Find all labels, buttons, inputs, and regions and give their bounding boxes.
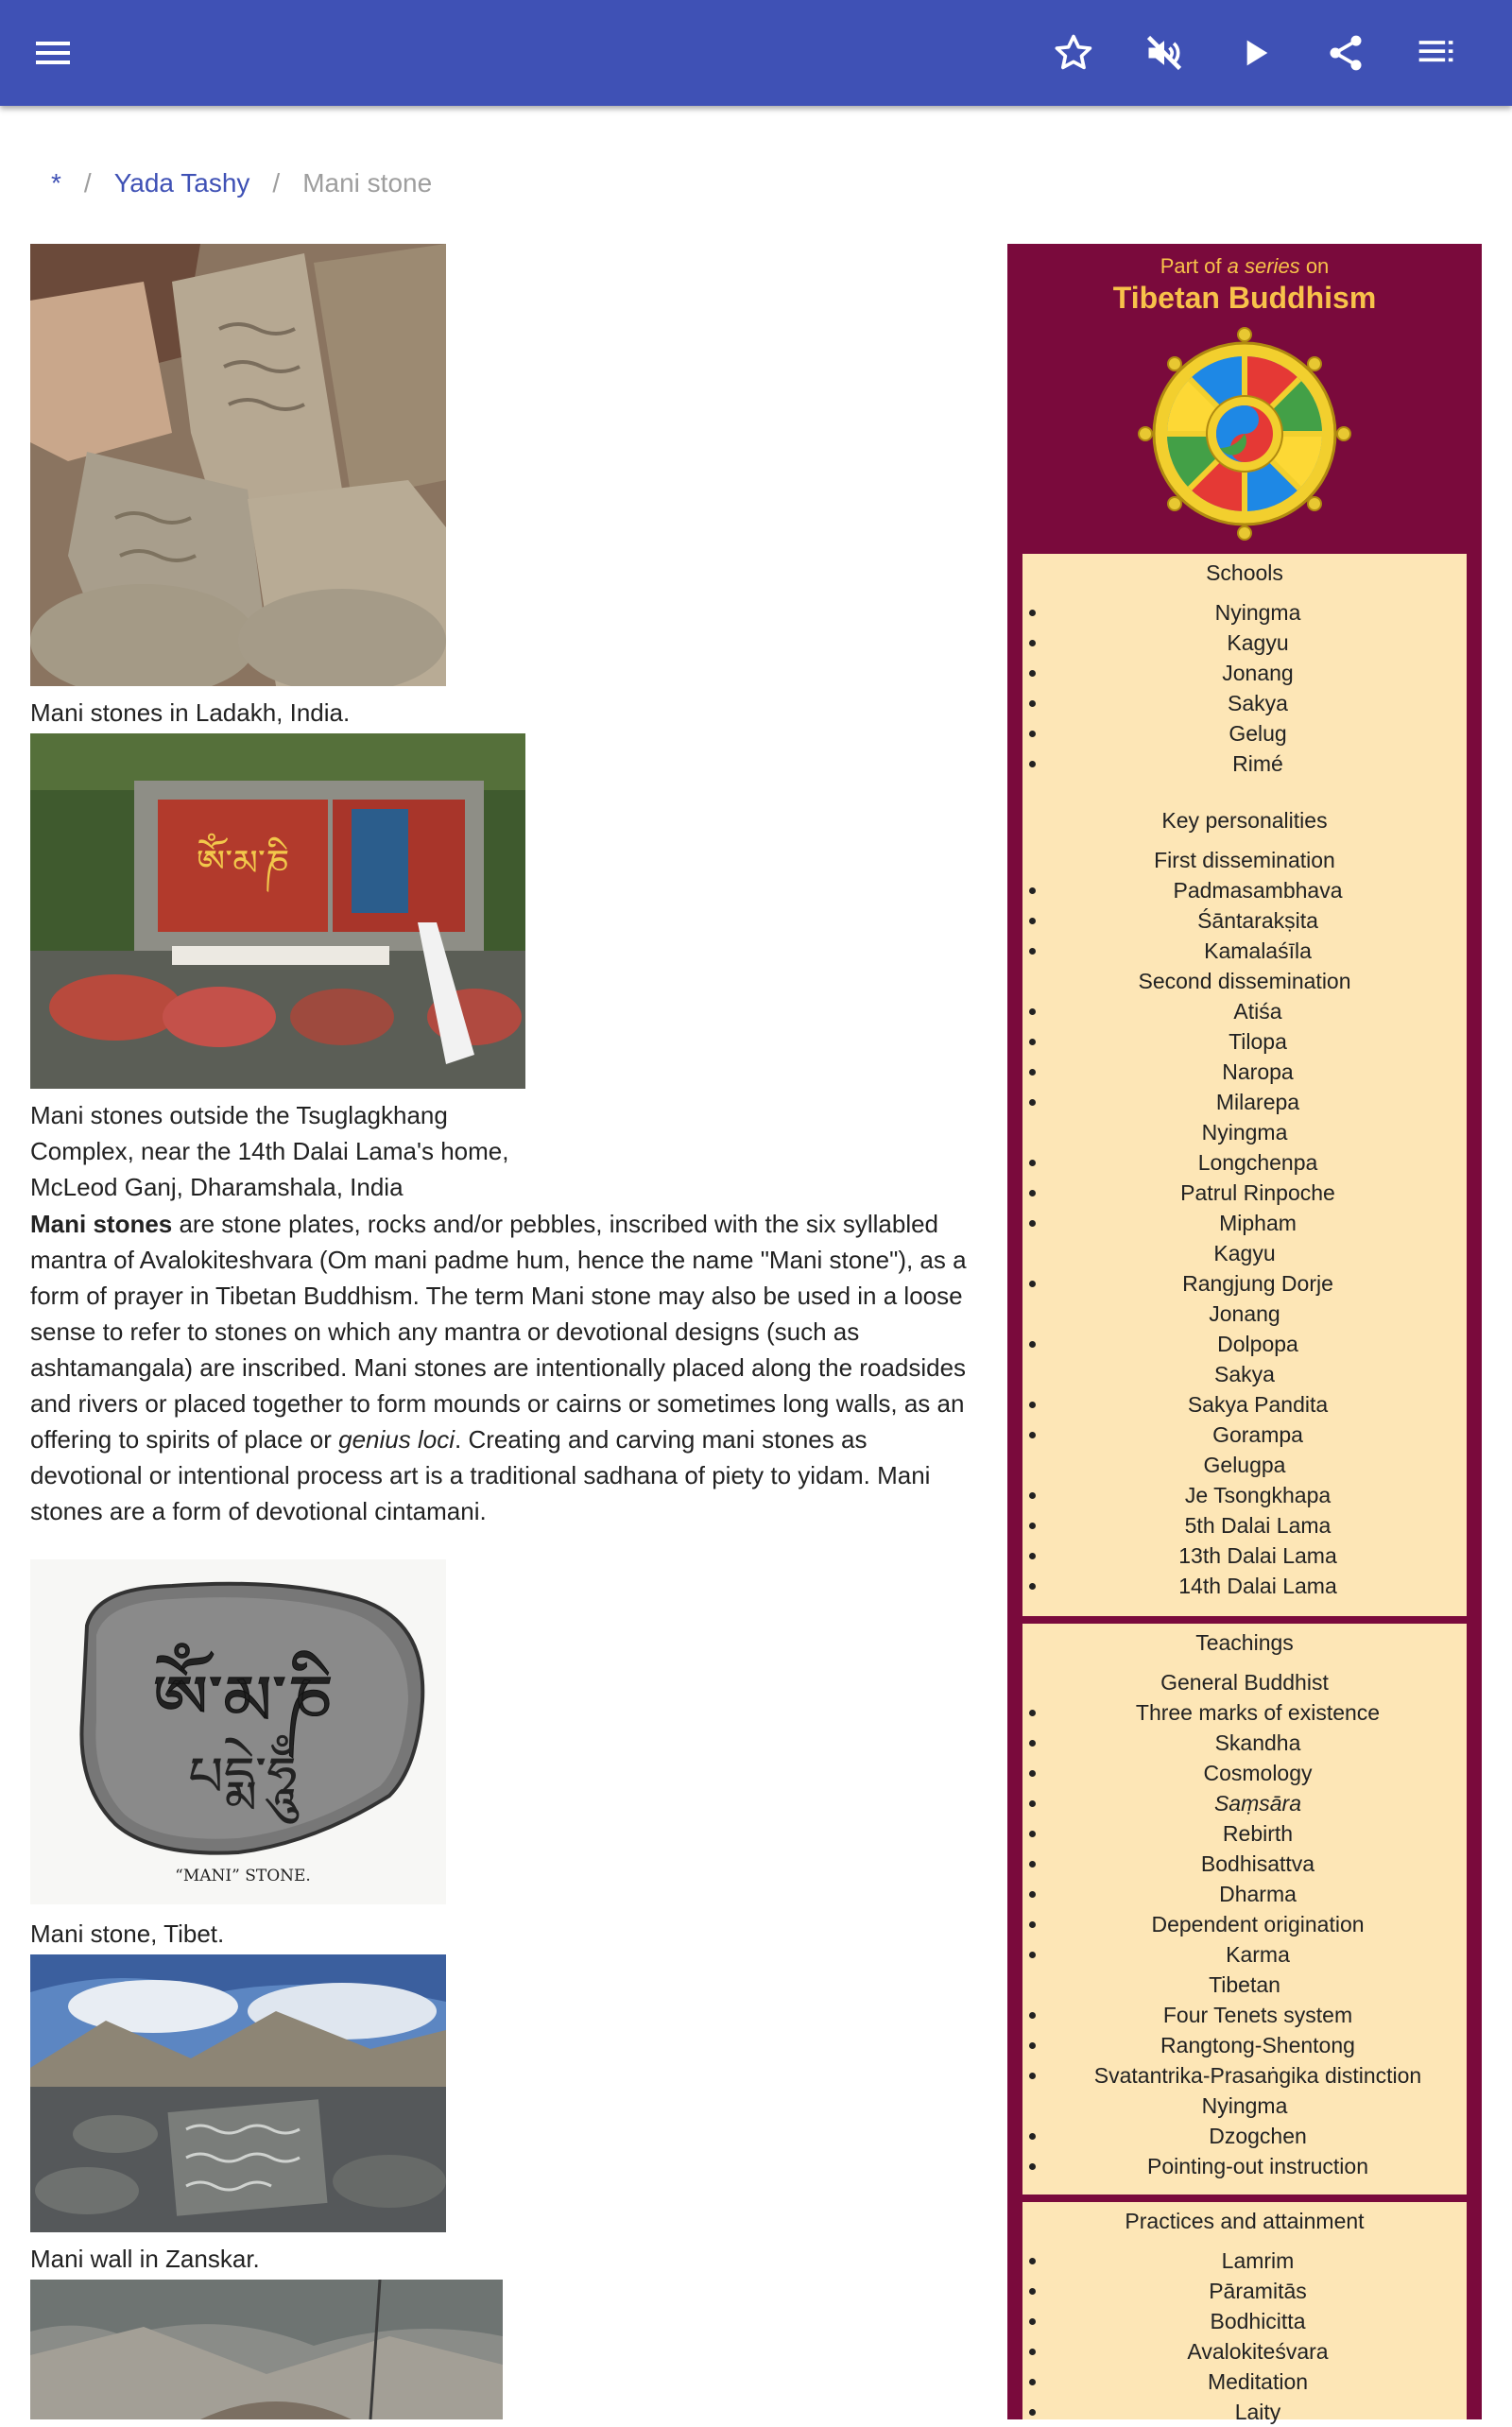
image-label: “MANI” STONE. bbox=[175, 1867, 311, 1885]
list-item[interactable]: • Karma bbox=[1049, 1939, 1467, 1970]
caption-ladakh: Mani stones in Ladakh, India. bbox=[30, 698, 351, 727]
personalities-list bbox=[1022, 1480, 1467, 1601]
playlist-icon[interactable] bbox=[1410, 26, 1463, 79]
list-item[interactable]: • Avalokiteśvara bbox=[1049, 2336, 1467, 2367]
photo-mani-wall-zanskar bbox=[30, 1954, 446, 2232]
svg-text:པདྨེ་ཧཱུྃ: པདྨེ་ཧཱུྃ bbox=[188, 1745, 298, 1809]
dharma-wheel-icon bbox=[1136, 325, 1353, 542]
caption-tsuglagkhang bbox=[30, 1097, 508, 1205]
list-item[interactable]: • Nyingma bbox=[1049, 597, 1467, 628]
sidebar-header bbox=[1007, 244, 1482, 316]
list-item[interactable]: • Gorampa bbox=[1049, 1420, 1467, 1450]
caption-line: Complex, near the 14th Dalai Lama's home, bbox=[30, 1137, 509, 1165]
list-item[interactable]: • Dharma bbox=[1049, 1879, 1467, 1909]
list-item[interactable]: • Jonang bbox=[1049, 658, 1467, 688]
caption-zanskar: Mani wall in Zanskar. bbox=[30, 2245, 260, 2273]
teachings-list bbox=[1022, 2121, 1467, 2181]
schools-list bbox=[1022, 597, 1467, 779]
list-item[interactable]: • Gelug bbox=[1049, 718, 1467, 749]
list-item[interactable]: • Rangjung Dorje bbox=[1049, 1268, 1467, 1299]
caption-line: McLeod Ganj, Dharamshala, India bbox=[30, 1173, 404, 1201]
list-item[interactable]: • Longchenpa bbox=[1049, 1147, 1467, 1178]
group-heading[interactable]: Sakya bbox=[1214, 1362, 1275, 1386]
personalities-header: Key personalities bbox=[1161, 808, 1328, 833]
personalities-list bbox=[1022, 1147, 1467, 1238]
teachings-list bbox=[1022, 1697, 1467, 1970]
list-item[interactable]: • Meditation bbox=[1049, 2367, 1467, 2397]
share-icon[interactable] bbox=[1319, 26, 1372, 79]
list-item[interactable]: • Sakya Pandita bbox=[1049, 1389, 1467, 1420]
figure-tsuglagkhang bbox=[30, 733, 525, 1089]
figure-mani-stones-ladakh bbox=[30, 244, 446, 686]
article-italic: genius loci bbox=[338, 1425, 455, 1454]
figure-mani-wall-zanskar bbox=[30, 1954, 446, 2232]
list-item[interactable]: • Rebirth bbox=[1049, 1818, 1467, 1849]
list-item[interactable]: • Svatantrika-Prasaṅgika distinction bbox=[1049, 2060, 1467, 2091]
article-text: . Creating and carving mani stones as devotional or intentional process art is a traditional sadhana of piety to yidam. Mani stones are a form of devotional cintamani. bbox=[30, 1425, 931, 1525]
photo-mani-stones-tsuglagkhang bbox=[30, 733, 525, 1089]
breadcrumb-current: Mani stone bbox=[302, 168, 433, 198]
list-item[interactable]: • Milarepa bbox=[1049, 1087, 1467, 1117]
bold-term: Mani stones bbox=[30, 1210, 173, 1238]
svg-text:ཨོཾ་མ་ཎི: ཨོཾ་མ་ཎི bbox=[196, 842, 290, 884]
list-item[interactable]: • Kagyu bbox=[1049, 628, 1467, 658]
group-heading: Tibetan bbox=[1209, 1972, 1280, 1997]
personalities-list bbox=[1022, 1389, 1467, 1450]
list-item[interactable]: • Laity bbox=[1049, 2397, 1467, 2427]
practices-header: Practices and attainment bbox=[1125, 2209, 1365, 2233]
teachings-box bbox=[1022, 1624, 1467, 2195]
personalities-list bbox=[1022, 875, 1467, 966]
group-heading[interactable]: Kagyu bbox=[1213, 1241, 1276, 1265]
series-link[interactable]: a series bbox=[1227, 254, 1300, 278]
list-item[interactable]: • Atiśa bbox=[1049, 996, 1467, 1026]
list-item[interactable]: • Three marks of existence bbox=[1049, 1697, 1467, 1728]
list-item[interactable]: • Skandha bbox=[1049, 1728, 1467, 1758]
list-item[interactable]: • Padmasambhava bbox=[1049, 875, 1467, 905]
list-item[interactable]: • Naropa bbox=[1049, 1057, 1467, 1087]
figure-partial bbox=[30, 2280, 503, 2419]
caption-tibet: Mani stone, Tibet. bbox=[30, 1919, 225, 1948]
figure-mani-stone-tibet bbox=[30, 1559, 446, 1904]
series-line bbox=[1007, 253, 1482, 280]
list-item[interactable]: • Saṃsāra bbox=[1049, 1788, 1467, 1818]
group-heading[interactable]: Jonang bbox=[1209, 1301, 1280, 1326]
article-text: are stone plates, rocks and/or pebbles, inscribed with the six syllabled mantra of Avalokiteshvara (Om mani padme hum, hence the name "Mani stone"), as a form of prayer in Tibetan Buddhism. The term Mani stone may also be used in a loose sense to refer to stones on which any mantra or devotional designs (such as ashtamangala) are inscribed. Mani stones are intentionally placed along the roadsides and rivers or placed together to form mounds or cairns or sometimes long walls, as an offering to spirits of place or bbox=[30, 1210, 967, 1454]
list-item[interactable]: • Kamalaśīla bbox=[1049, 936, 1467, 966]
app-bar bbox=[0, 0, 1512, 106]
schools-header: Schools bbox=[1206, 560, 1283, 585]
svg-text:ཨོཾ་མ་ཎི: ཨོཾ་མ་ཎི bbox=[152, 1661, 334, 1742]
personalities-list bbox=[1022, 996, 1467, 1117]
list-item[interactable]: • Pāramitās bbox=[1049, 2276, 1467, 2306]
list-item[interactable]: • Pointing-out instruction bbox=[1049, 2151, 1467, 2181]
list-item[interactable]: • Tilopa bbox=[1049, 1026, 1467, 1057]
menu-icon[interactable] bbox=[26, 26, 79, 79]
on-word: on bbox=[1305, 254, 1330, 278]
caption-line: Mani stones outside the Tsuglagkhang bbox=[30, 1101, 448, 1129]
part-of: Part of bbox=[1160, 254, 1222, 278]
list-item[interactable]: • Bodhisattva bbox=[1049, 1849, 1467, 1879]
list-item[interactable]: • Rangtong-Shentong bbox=[1049, 2030, 1467, 2060]
list-item[interactable]: • Four Tenets system bbox=[1049, 2000, 1467, 2030]
illustration-mani-stone-tibet bbox=[30, 1559, 446, 1904]
teachings-list bbox=[1022, 2000, 1467, 2091]
personalities-list bbox=[1022, 1329, 1467, 1359]
list-item[interactable]: • Dependent origination bbox=[1049, 1909, 1467, 1939]
list-item[interactable]: • Je Tsongkhapa bbox=[1049, 1480, 1467, 1510]
list-item[interactable]: • 14th Dalai Lama bbox=[1049, 1571, 1467, 1601]
list-item[interactable]: • Bodhicitta bbox=[1049, 2306, 1467, 2336]
group-heading[interactable]: Gelugpa bbox=[1203, 1453, 1286, 1477]
play-icon[interactable] bbox=[1228, 26, 1281, 79]
list-item[interactable]: • Sakya bbox=[1049, 688, 1467, 718]
breadcrumb-separator: / bbox=[272, 168, 281, 198]
list-item[interactable]: • Rimé bbox=[1049, 749, 1467, 779]
group-heading: General Buddhist bbox=[1160, 1670, 1329, 1695]
photo-mani-stones-ladakh bbox=[30, 244, 446, 686]
list-item[interactable]: • 13th Dalai Lama bbox=[1049, 1541, 1467, 1571]
personalities-list bbox=[1022, 1268, 1467, 1299]
group-heading[interactable]: Nyingma bbox=[1201, 1120, 1288, 1145]
practices-box bbox=[1022, 2202, 1467, 2424]
practices-list bbox=[1022, 2246, 1467, 2427]
star-icon[interactable] bbox=[1047, 26, 1100, 79]
teachings-header: Teachings bbox=[1195, 1630, 1294, 1655]
breadcrumb-separator: / bbox=[83, 168, 92, 198]
photo-mani-partial bbox=[30, 2280, 503, 2419]
series-title[interactable]: Tibetan Buddhism bbox=[1112, 281, 1377, 315]
list-item[interactable]: • Cosmology bbox=[1049, 1758, 1467, 1788]
series-sidebar bbox=[1007, 244, 1482, 2424]
list-item[interactable]: • Dzogchen bbox=[1049, 2121, 1467, 2151]
list-item[interactable]: • Patrul Rinpoche bbox=[1049, 1178, 1467, 1208]
group-heading: Second dissemination bbox=[1138, 969, 1351, 993]
mute-icon[interactable] bbox=[1138, 26, 1191, 79]
list-item[interactable]: • Śāntarakṣita bbox=[1049, 905, 1467, 936]
breadcrumb-parent[interactable]: Yada Tashy bbox=[113, 168, 250, 198]
list-item[interactable]: • 5th Dalai Lama bbox=[1049, 1510, 1467, 1541]
list-item[interactable]: • Mipham bbox=[1049, 1208, 1467, 1238]
group-heading[interactable]: Nyingma bbox=[1201, 2093, 1288, 2118]
article-paragraph bbox=[30, 1206, 985, 1529]
list-item[interactable]: • Dolpopa bbox=[1049, 1329, 1467, 1359]
personalities-box bbox=[1022, 801, 1467, 1616]
group-heading: First dissemination bbox=[1154, 848, 1335, 872]
breadcrumb-root[interactable]: * bbox=[51, 168, 61, 198]
list-item[interactable]: • Lamrim bbox=[1049, 2246, 1467, 2276]
breadcrumb bbox=[51, 168, 432, 198]
